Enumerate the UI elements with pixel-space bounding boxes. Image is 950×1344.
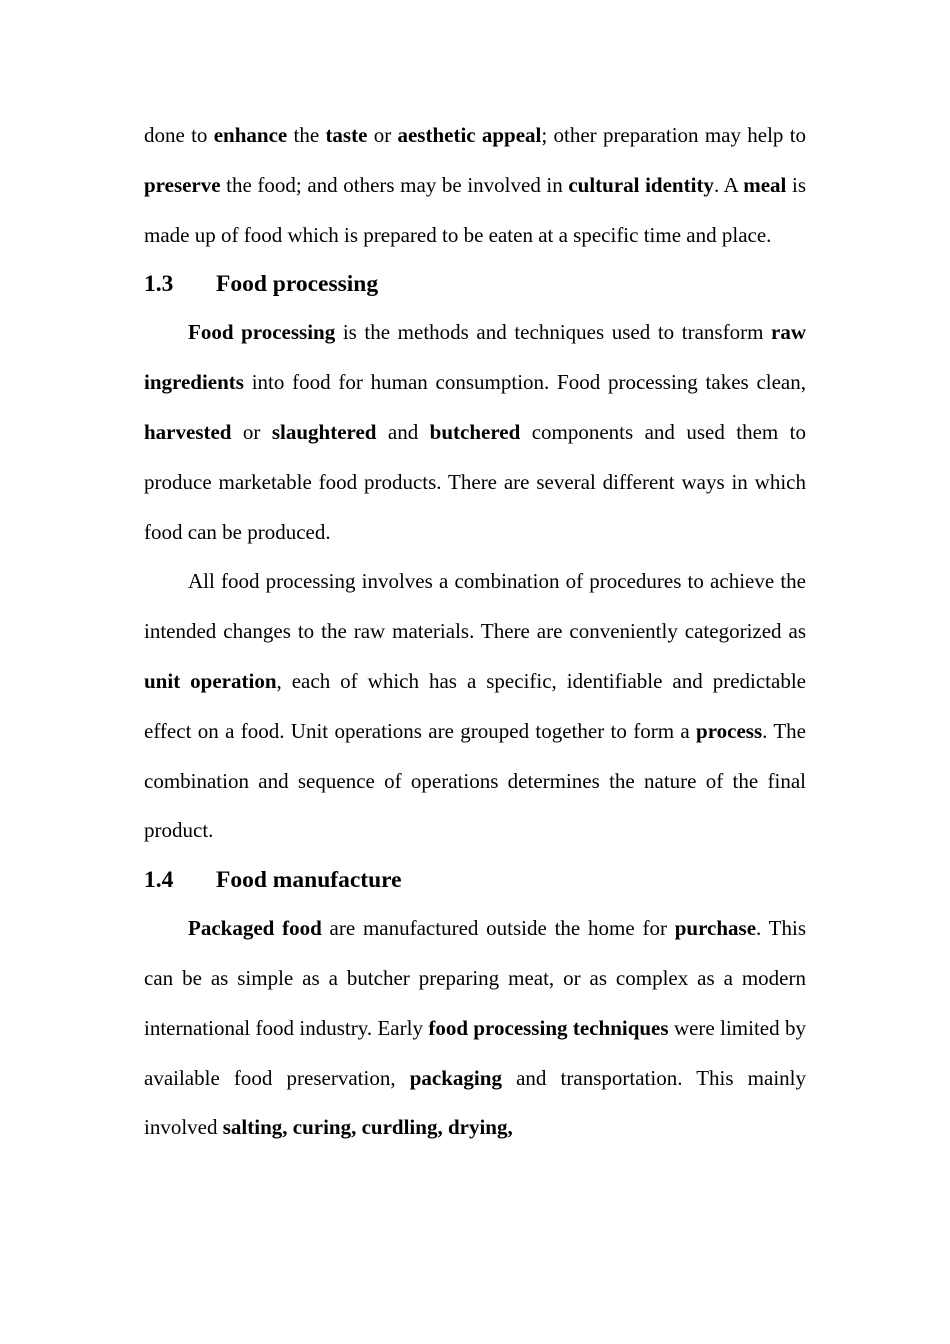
- bold-term: raw ingredients: [144, 320, 806, 395]
- text-run: and: [376, 419, 430, 444]
- text-run: . This can be as simple as a butcher preparing meat, or as complex as a modern international food industry. Early: [144, 916, 806, 1040]
- bold-term: salting, curing, curdling, drying,: [222, 1115, 513, 1140]
- text-run: is the methods and techniques used to transform: [335, 320, 771, 345]
- bold-term: meal: [743, 172, 787, 197]
- section-number: 1.3: [144, 271, 174, 298]
- section-title: Food manufacture: [216, 867, 402, 894]
- section-number: 1.4: [144, 867, 174, 894]
- text-run: the: [287, 123, 326, 147]
- bold-term: enhance: [213, 123, 288, 147]
- text-run: ; other preparation may help to: [541, 123, 807, 147]
- text-run: , each of which has a specific, identifiable and predictable effect on a food. Unit operations are grouped together to form a: [144, 668, 806, 743]
- section-heading-1-3: [144, 260, 806, 308]
- text-run: is made up of food which is prepared to be eaten at a specific time and place.: [144, 172, 806, 247]
- text-run: or: [367, 123, 398, 147]
- bold-term: Food processing: [188, 320, 336, 345]
- text-run: are manufactured outside the home for: [321, 916, 675, 941]
- bold-term: process: [696, 718, 763, 743]
- text-run: into food for human consumption. Food processing takes clean,: [243, 370, 806, 395]
- text-run: . The combination and sequence of operations determines the nature of the final product.: [144, 718, 806, 843]
- section-heading-1-4: [144, 856, 806, 904]
- text-run: were limited by available food preservation,: [144, 1015, 806, 1090]
- bold-term: purchase: [674, 916, 757, 941]
- paragraph-unit-operations: [144, 557, 806, 856]
- section-title: Food processing: [216, 271, 379, 298]
- paragraph-food-processing-definition: [144, 308, 806, 557]
- text-run: . A: [713, 172, 744, 197]
- text-run: and transportation. This mainly involved: [144, 1065, 806, 1140]
- bold-term: slaughtered: [271, 419, 377, 444]
- bold-term: unit operation: [144, 668, 277, 693]
- text-run: components and used them to produce marketable food products. There are several different ways in which food can be produced.: [144, 419, 806, 544]
- paragraph-packaged-food: [144, 904, 806, 1153]
- bold-term: cultural identity: [568, 172, 714, 197]
- bold-term: taste: [325, 123, 368, 147]
- text-run: or: [231, 419, 272, 444]
- bold-term: food processing techniques: [428, 1015, 669, 1040]
- bold-term: butchered: [429, 419, 521, 444]
- bold-term: preserve: [144, 172, 221, 197]
- bold-term: harvested: [144, 419, 232, 444]
- document-page: [144, 111, 806, 1153]
- bold-term: packaging: [409, 1065, 502, 1090]
- paragraph-meal-preparation: [144, 111, 806, 260]
- bold-term: Packaged food: [188, 916, 322, 941]
- text-run: done to: [144, 123, 214, 147]
- text-run: All food processing involves a combination of procedures to achieve the intended changes to the raw materials. There are conveniently categorized as: [144, 569, 806, 644]
- bold-term: aesthetic appeal: [397, 123, 542, 147]
- text-run: the food; and others may be involved in: [220, 172, 569, 197]
